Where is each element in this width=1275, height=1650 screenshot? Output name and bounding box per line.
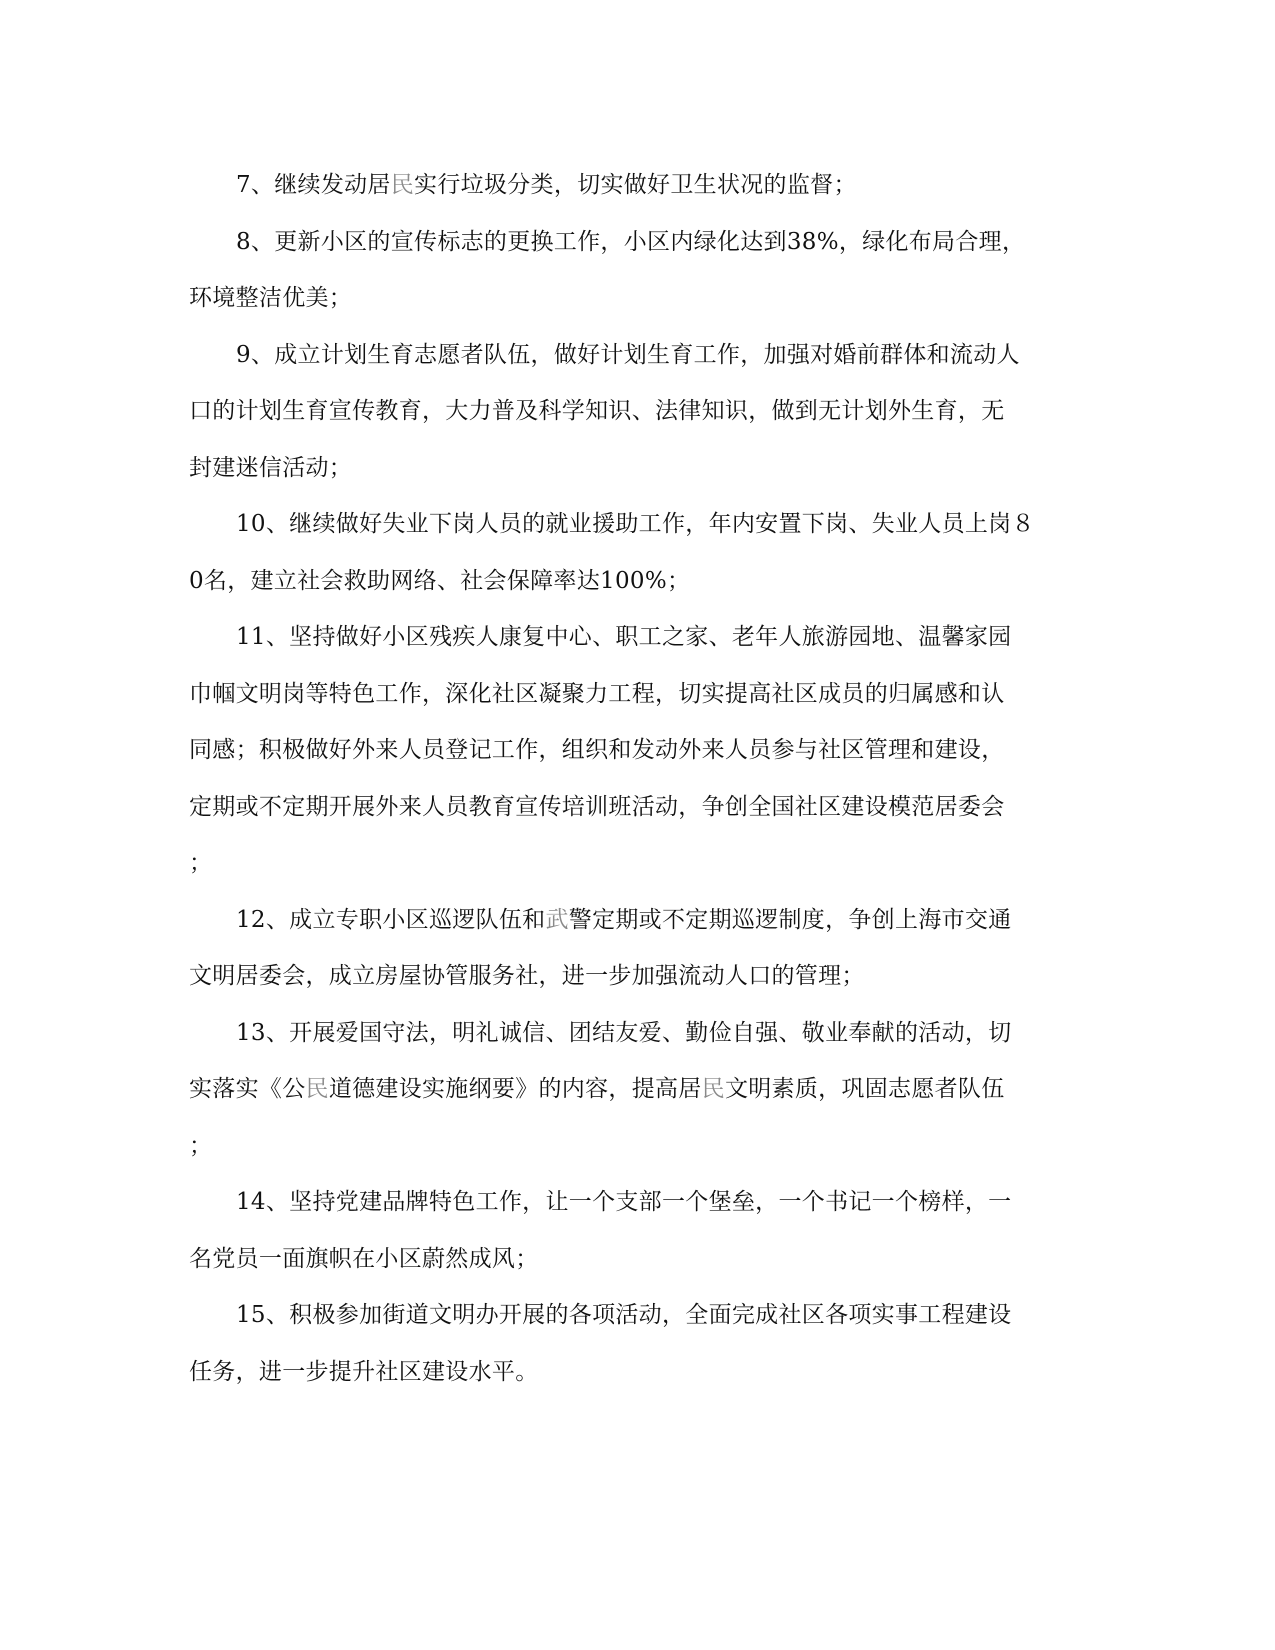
paragraph-7-line-1: 7、继续发动居民实行垃圾分类，切实做好卫生状况的监督； bbox=[236, 172, 857, 198]
paragraph-12-line-2: 文明居委会，成立房屋协管服务社，进一步加强流动人口的管理； bbox=[189, 963, 865, 989]
paragraph-10-line-2: 0名，建立社会救助网络、社会保障率达100%； bbox=[189, 568, 691, 594]
paragraph-11-line-4: 定期或不定期开展外来人员教育宣传培训班活动，争创全国社区建设模范居委会 bbox=[189, 794, 1005, 820]
paragraph-13-line-1: 13、开展爱国守法，明礼诚信、团结友爱、勤俭自强、敬业奉献的活动，切 bbox=[236, 1020, 1012, 1046]
paragraph-14-line-2: 名党员一面旗帜在小区蔚然成风； bbox=[189, 1246, 539, 1272]
paragraph-15-line-2: 任务，进一步提升社区建设水平。 bbox=[189, 1359, 539, 1385]
paragraph-14-line-1: 14、坚持党建品牌特色工作，让一个支部一个堡垒，一个书记一个榜样，一 bbox=[236, 1189, 1012, 1215]
paragraph-9-line-3: 封建迷信活动； bbox=[189, 455, 353, 481]
paragraph-12-line-1: 12、成立专职小区巡逻队伍和武警定期或不定期巡逻制度，争创上海市交通 bbox=[236, 907, 1012, 933]
paragraph-8-line-2: 环境整洁优美； bbox=[189, 285, 353, 311]
paragraph-11-line-1: 11、坚持做好小区残疾人康复中心、职工之家、老年人旅游园地、温馨家园 bbox=[236, 624, 1012, 650]
paragraph-10-line-1: 10、继续做好失业下岗人员的就业援助工作，年内安置下岗、失业人员上岗８ bbox=[236, 511, 1035, 537]
paragraph-13-line-3: ； bbox=[189, 1133, 213, 1159]
paragraph-11-line-5: ； bbox=[189, 850, 213, 876]
paragraph-11-line-2: 巾帼文明岗等特色工作，深化社区凝聚力工程，切实提高社区成员的归属感和认 bbox=[189, 681, 1005, 707]
paragraph-13-line-2: 实落实《公民道德建设实施纲要》的内容，提高居民文明素质，巩固志愿者队伍 bbox=[189, 1076, 1005, 1102]
paragraph-11-line-3: 同感；积极做好外来人员登记工作，组织和发动外来人员参与社区管理和建设， bbox=[189, 737, 1005, 763]
paragraph-8-line-1: 8、更新小区的宣传标志的更换工作，小区内绿化达到38%，绿化布局合理， bbox=[236, 229, 1026, 255]
paragraph-9-line-2: 口的计划生育宣传教育，大力普及科学知识、法律知识，做到无计划外生育，无 bbox=[189, 398, 1005, 424]
paragraph-15-line-1: 15、积极参加街道文明办开展的各项活动，全面完成社区各项实事工程建设 bbox=[236, 1302, 1012, 1328]
paragraph-9-line-1: 9、成立计划生育志愿者队伍，做好计划生育工作，加强对婚前群体和流动人 bbox=[236, 342, 1020, 368]
